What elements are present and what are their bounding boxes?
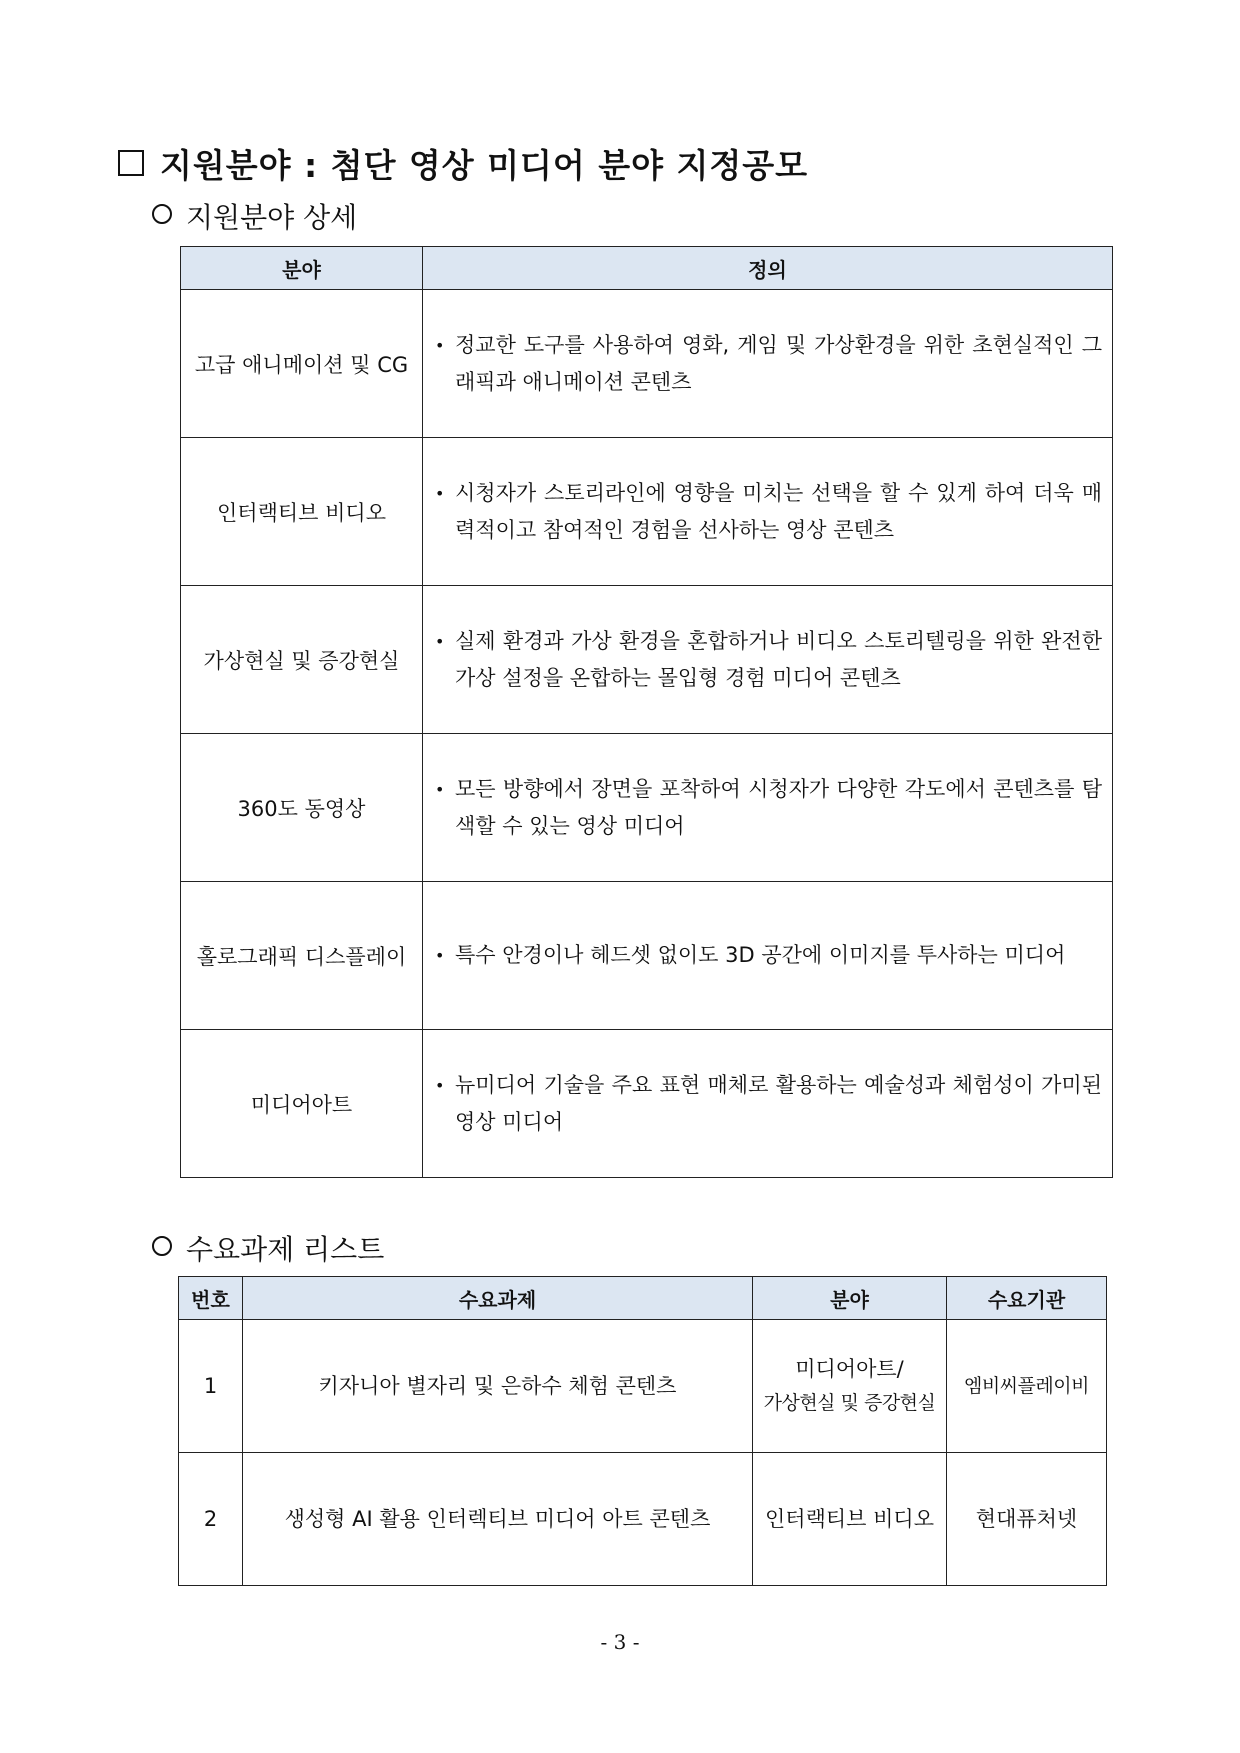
definition-cell [423,1030,1113,1178]
definition-cell [423,882,1113,1030]
definition-text: 정교한 도구를 사용하여 영화, 게임 및 가상환경을 위한 초현실적인 그래픽과 애니메이션 콘텐츠 [455,332,1102,394]
table-header-row [179,1277,1107,1320]
definition-text: 뉴미디어 기술을 주요 표현 매체로 활용하는 예술성과 체험성이 가미된 영상 미디어 [455,1072,1102,1134]
bullet-dot-icon: • [435,1075,445,1095]
header-field: 분야 [181,247,423,290]
field-cell: 홀로그래픽 디스플레이 [181,882,423,1030]
demand-tasks-table [178,1276,1107,1586]
header-organization: 수요기관 [947,1277,1107,1320]
support-areas-table [180,246,1113,1178]
table-row [179,1453,1107,1586]
bullet-dot-icon: • [435,779,445,799]
table-row [181,882,1113,1030]
number-cell: 1 [179,1320,243,1453]
field-cell [753,1320,947,1453]
section-heading-support-areas [152,196,357,236]
definition-text: 모든 방향에서 장면을 포착하여 시청자가 다양한 각도에서 콘텐츠를 탐색할 수 있는 영상 미디어 [455,776,1102,838]
table-row [179,1320,1107,1453]
field-cell: 360도 동영상 [181,734,423,882]
definition-cell [423,290,1113,438]
section-heading-text: 지원분야 상세 [186,201,358,234]
header-definition: 정의 [423,247,1113,290]
number-cell: 2 [179,1453,243,1586]
table-row [181,586,1113,734]
organization-cell: 현대퓨처넷 [947,1453,1107,1586]
page-number: - 3 - [600,1630,640,1654]
table-row [181,734,1113,882]
field-cell: 인터랙티브 비디오 [181,438,423,586]
organization-cell: 엠비씨플레이비 [947,1320,1107,1453]
field-cell: 미디어아트 [181,1030,423,1178]
table-row [181,1030,1113,1178]
table-row [181,438,1113,586]
bullet-dot-icon: • [435,335,445,355]
field-line: 미디어아트/ [795,1357,904,1381]
section-heading-text: 수요과제 리스트 [186,1233,385,1266]
bullet-dot-icon: • [435,946,445,965]
definition-cell [423,734,1113,882]
field-line: 가상현실 및 증강현실 [763,1392,936,1414]
field-cell: 가상현실 및 증강현실 [181,586,423,734]
table-header-row [181,247,1113,290]
bullet-dot-icon: • [435,483,445,503]
header-number: 번호 [179,1277,243,1320]
task-cell: 생성형 AI 활용 인터렉티브 미디어 아트 콘텐츠 [243,1453,753,1586]
circle-bullet-icon [152,1236,172,1256]
checkbox-square-icon [118,150,144,176]
definition-text: 시청자가 스토리라인에 영향을 미치는 선택을 할 수 있게 하여 더욱 매력적이고 참여적인 경험을 선사하는 영상 콘텐츠 [455,480,1102,542]
table-row [181,290,1113,438]
definition-text: 실제 환경과 가상 환경을 혼합하거나 비디오 스토리텔링을 위한 완전한 가상 설정을 온합하는 몰입형 경험 미디어 콘텐츠 [455,628,1102,690]
header-task: 수요과제 [243,1277,753,1320]
definition-cell [423,438,1113,586]
page-title-text: 지원분야 : 첨단 영상 미디어 분야 지정공모 [160,146,809,185]
section-heading-demand-tasks [152,1228,384,1268]
circle-bullet-icon [152,204,172,224]
field-line: 인터랙티브 비디오 [765,1507,934,1531]
task-cell: 키자니아 별자리 및 은하수 체험 콘텐츠 [243,1320,753,1453]
field-cell [753,1453,947,1586]
page-title [118,140,808,187]
definition-cell [423,586,1113,734]
bullet-dot-icon: • [435,631,445,651]
definition-text: 특수 안경이나 헤드셋 없이도 3D 공간에 이미지를 투사하는 미디어 [455,943,1066,967]
field-cell: 고급 애니메이션 및 CG [181,290,423,438]
header-field: 분야 [753,1277,947,1320]
